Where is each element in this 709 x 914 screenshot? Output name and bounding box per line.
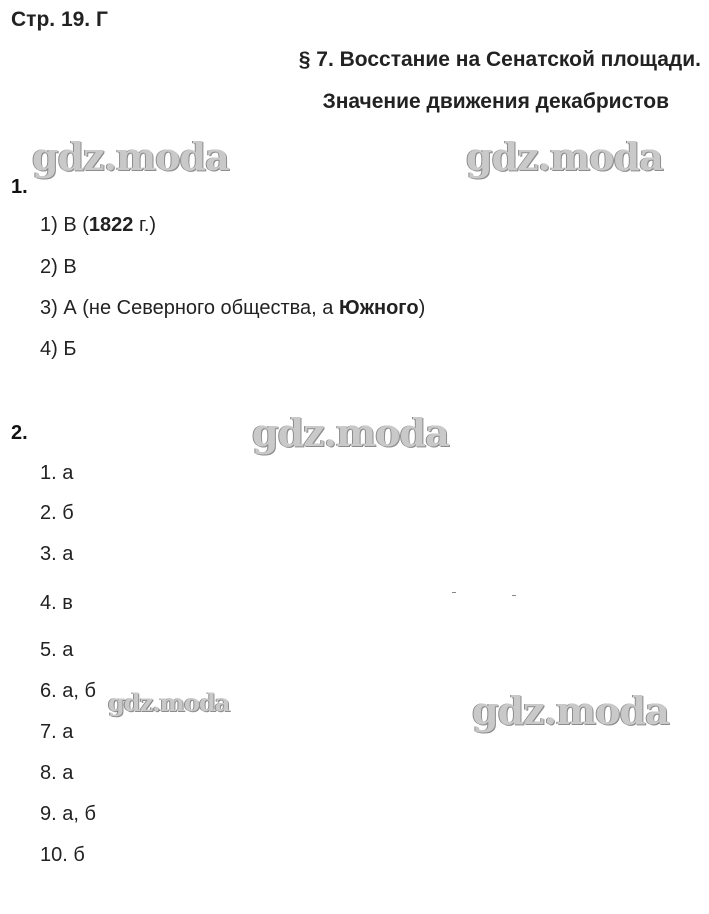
task-2-answer: 7. а	[40, 721, 74, 743]
section-subtitle: Значение движения декабристов	[322, 90, 669, 113]
task-2-answer: 9. а, б	[40, 803, 96, 825]
scan-artifact	[512, 595, 516, 596]
task-1-answer-3: 3) А (не Северного общества, а Южного)	[40, 297, 426, 319]
task-1-answer-1: 1) В (1822 г.)	[40, 214, 157, 236]
task-2-answer: 1. а	[40, 462, 74, 484]
task-2-answer: 5. а	[40, 639, 74, 661]
task-2-answer: 4. в	[40, 592, 73, 614]
watermark-logo: gdz.moda	[32, 134, 229, 179]
task-2-answer: 10. б	[40, 844, 85, 866]
task-1-answer-2: 2) В	[40, 256, 77, 278]
task-2-answer: 8. а	[40, 762, 74, 784]
section-title: § 7. Восстание на Сенатской площади.	[298, 48, 701, 71]
task-2-number: 2.	[11, 422, 28, 444]
page-reference: Стр. 19. Г	[11, 8, 108, 31]
watermark-logo: gdz.moda	[108, 688, 230, 717]
task-1-answer-4: 4) Б	[40, 338, 77, 360]
watermark-logo: gdz.moda	[466, 134, 663, 179]
task-2-answer: 3. а	[40, 543, 74, 565]
watermark-logo: gdz.moda	[252, 410, 449, 455]
task-1-number: 1.	[11, 176, 28, 198]
task-2-answer: 6. а, б	[40, 680, 96, 702]
watermark-logo: gdz.moda	[472, 688, 669, 733]
task-2-answer: 2. б	[40, 502, 74, 524]
scan-artifact	[452, 592, 456, 593]
